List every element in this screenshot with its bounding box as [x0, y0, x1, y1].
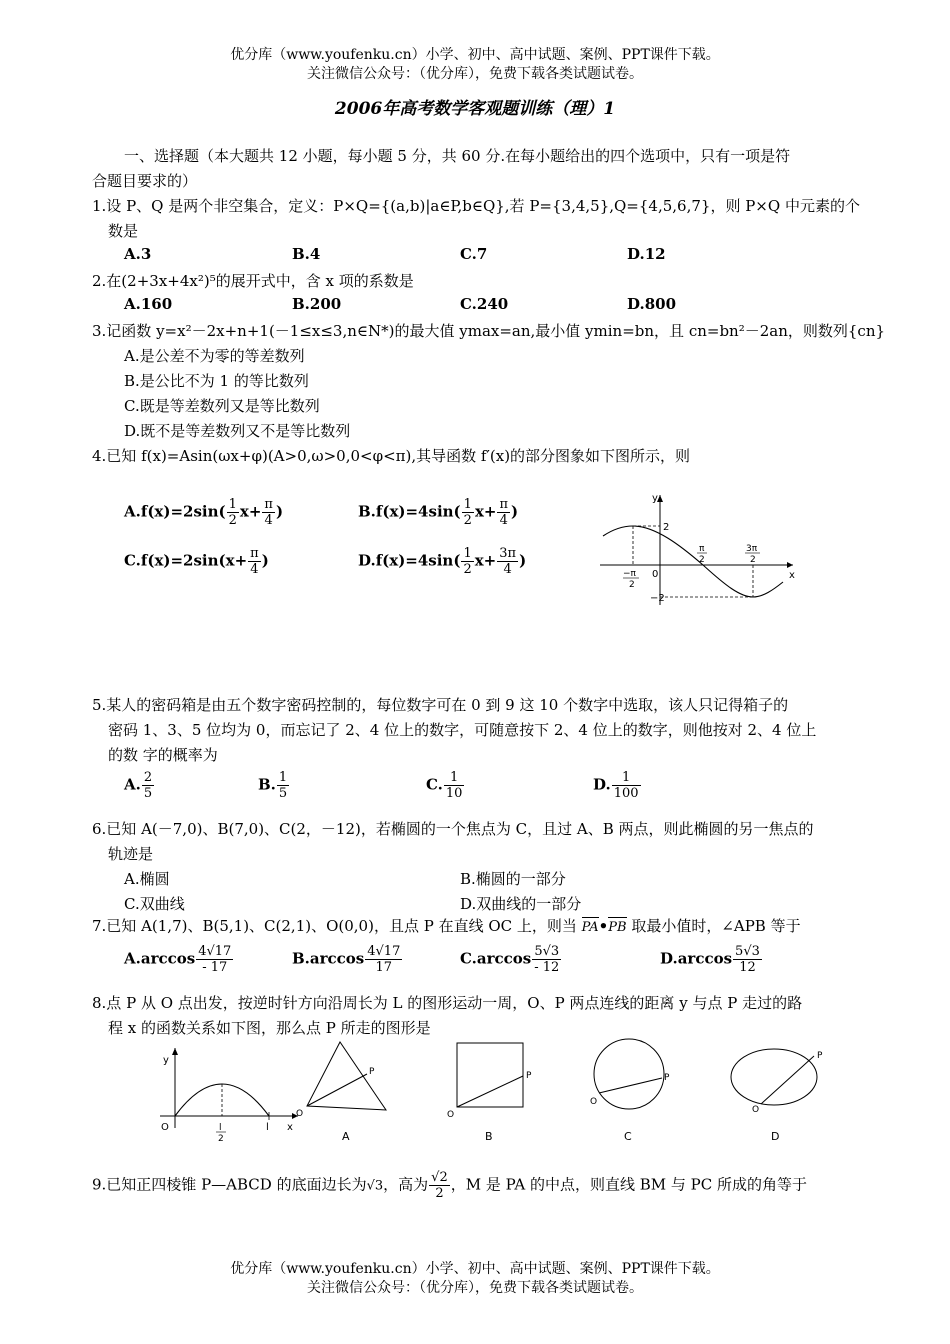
- q7-option-d: D.arccos $\frac{5√3}{12}$: [660, 944, 760, 975]
- q3-option-a: A.是公差不为零的等差数列: [124, 347, 305, 365]
- q4-option-a: A.f(x)=2sin( $\frac{1}{2}$ x+ $\frac{\pi}{4}$ ): [124, 497, 284, 528]
- q5-option-c: C. $\frac{1}{10}$: [426, 770, 463, 801]
- q6-text-cont: 轨迹是: [108, 845, 154, 863]
- tick-neg-pi-over-2-den: 2: [629, 580, 635, 590]
- q5-text-cont: 密码 1、3、5 位均为 0，而忘记了 2、4 位上的数字，可随意按下 2、4 位上的数字，则他按对 2、4 位上: [108, 721, 817, 739]
- q8-label-b: B: [485, 1130, 493, 1143]
- q8-d-o: O: [752, 1105, 760, 1115]
- q8-figure-a-triangle: [296, 1042, 386, 1143]
- q6-option-c: C.双曲线: [124, 895, 185, 913]
- header-line-1: 优分库（www.youfenku.cn）小学、初中、高中试题、案例、PPT课件下载。: [230, 47, 720, 63]
- q4-text: 4.已知 f(x)=Asin(ωx+φ)(A>0,ω>0,0<φ<π),其导函数 f′(x)的部分图象如下图所示，则: [92, 447, 691, 465]
- q8-a-o: O: [296, 1109, 304, 1119]
- q6-text: 6.已知 A(－7,0)、B(7,0)、C(2，－12)，若椭圆的一个焦点为 C，且过 A、B 两点，则此椭圆的另一焦点的: [92, 820, 814, 838]
- footer-line-1: 优分库（www.youfenku.cn）小学、初中、高中试题、案例、PPT课件下载。: [230, 1261, 720, 1277]
- footer-line-2: 关注微信公众号：（优分库），免费下载各类试题试卷。: [307, 1280, 643, 1296]
- q4-option-c: C.f(x)=2sin(x+ $\frac{\pi}{4}$ ): [124, 546, 269, 577]
- q7-text: 7.已知 A(1,7)、B(5,1)、C(2,1)、O(0,0)，且点 P 在直线 OC 上，则当 PA• PB 取最小值时，∠APB 等于: [92, 917, 801, 935]
- q6-option-d: D.双曲线的一部分: [460, 895, 582, 913]
- q2-option-a: A.160: [124, 295, 173, 313]
- q8-l-label: l: [266, 1122, 269, 1133]
- tick-pi-over-2-den: 2: [699, 555, 705, 565]
- q2-text: 2.在(2+3x+4x²)⁵的展开式中，含 x 项的系数是: [92, 272, 414, 290]
- q8-d-p: P: [817, 1051, 823, 1061]
- q4-option-b: B.f(x)=4sin( $\frac{1}{2}$ x+ $\frac{\pi}{4}$ ): [358, 497, 519, 528]
- tick-3pi-over-2-den: 2: [750, 555, 756, 565]
- q8-label-d: D: [771, 1130, 780, 1143]
- q7-option-c: C.arccos $\frac{5√3}{- 12}$: [460, 944, 560, 975]
- q8-text: 8.点 P 从 O 点出发，按逆时针方向沿周长为 L 的图形运动一周，O、P 两点连线的距离 y 与点 P 走过的路: [92, 994, 803, 1012]
- q3-option-b: B.是公比不为 1 的等比数列: [124, 372, 309, 390]
- page-title: 2006年高考数学客观题训练（理）1: [334, 99, 616, 119]
- q2-option-c: C.240: [460, 295, 509, 313]
- graph-y-label: y: [652, 493, 658, 504]
- q8-y-label: y: [163, 1055, 169, 1066]
- q5-text-cont-2: 的数 字的概率为: [108, 746, 218, 764]
- q8-c-p: P: [664, 1073, 670, 1083]
- q2-option-b: B.200: [292, 295, 342, 313]
- q8-figure-b-square: [447, 1043, 532, 1143]
- q8-label-a: A: [342, 1130, 350, 1143]
- q8-figure-c-circle: [590, 1039, 670, 1143]
- q9-text: 9.已知正四棱锥 P—ABCD 的底面边长为√3，高为 $\frac{√2}{2}$ ，M 是 PA 的中点，则直线 BM 与 PC 所成的角等于: [92, 1170, 807, 1201]
- q8-label-c: C: [624, 1130, 632, 1143]
- q7-option-b: B.arccos $\frac{4√17}{17}$: [292, 944, 401, 975]
- q7-option-a: A.arccos $\frac{4√17}{- 17}$: [124, 944, 232, 975]
- q8-half-num: l: [219, 1123, 222, 1133]
- vector-pa: PA: [582, 917, 599, 935]
- q1-text-cont: 数是: [108, 222, 139, 240]
- q8-b-p: P: [526, 1071, 532, 1081]
- x-axis-arrow: [787, 562, 793, 568]
- q8-figures: [150, 1038, 823, 1150]
- q6-option-b: B.椭圆的一部分: [460, 870, 566, 888]
- graph-max-value: 2: [663, 522, 670, 533]
- q1-option-a: A.3: [124, 245, 152, 263]
- q8-text-cont: 程 x 的函数关系如下图，那么点 P 所走的图形是: [108, 1019, 431, 1037]
- graph-x-label: x: [789, 570, 795, 581]
- q8-b-o: O: [447, 1110, 455, 1120]
- q1-option-c: C.7: [460, 245, 488, 263]
- q9-side-length: √3: [366, 1178, 384, 1194]
- intro-line-2: 合题目要求的）: [92, 172, 198, 190]
- q8-c-o: O: [590, 1097, 598, 1107]
- graph-min-value: −2: [650, 593, 665, 604]
- q6-option-a: A.椭圆: [124, 870, 170, 888]
- q8-x-label: x: [287, 1122, 293, 1133]
- q8-half-den: 2: [218, 1134, 224, 1144]
- graph-origin: 0: [652, 569, 659, 580]
- q5-option-d: D. $\frac{1}{100}$: [593, 770, 639, 801]
- q3-option-d: D.既不是等差数列又不是等比数列: [124, 422, 351, 440]
- q3-option-c: C.既是等差数列又是等比数列: [124, 397, 320, 415]
- q8-figure-d-ellipse: [731, 1049, 823, 1143]
- header-line-2: 关注微信公众号：（优分库），免费下载各类试题试卷。: [307, 66, 643, 82]
- tick-pi-over-2-num: π: [699, 544, 705, 554]
- q8-function-graph: [160, 1048, 298, 1144]
- q4-option-d: D.f(x)=4sin( $\frac{1}{2}$ x+ $\frac{3\pi}{4}$ ): [358, 546, 527, 577]
- tick-neg-pi-over-2-num: −π: [623, 569, 636, 579]
- q8-origin-label: O: [161, 1122, 169, 1133]
- q4-derivative-graph: [595, 490, 800, 610]
- q5-option-a: A. $\frac{2}{5}$: [124, 770, 153, 801]
- q3-text: 3.记函数 y=x²－2x+n+1(－1≤x≤3,n∈N*)的最大值 ymax=an,最小值 ymin=bn，且 cn=bn²－2an，则数列{cn}: [92, 322, 886, 340]
- q2-option-d: D.800: [627, 295, 677, 313]
- q5-text: 5.某人的密码箱是由五个数字密码控制的，每位数字可在 0 到 9 这 10 个数字中选取，该人只记得箱子的: [92, 696, 789, 714]
- q5-option-b: B. $\frac{1}{5}$: [258, 770, 288, 801]
- q8-a-p: P: [369, 1067, 375, 1077]
- q1-text: 1.设 P、Q 是两个非空集合，定义：P×Q={(a,b)|a∈P,b∈Q},若 P={3,4,5},Q={4,5,6,7}，则 P×Q 中元素的个: [92, 197, 860, 215]
- q1-option-b: B.4: [292, 245, 321, 263]
- tick-3pi-over-2-num: 3π: [746, 544, 758, 554]
- intro-line-1: 一、选择题（本大题共 12 小题，每小题 5 分，共 60 分.在每小题给出的四个选项中，只有一项是符: [124, 147, 791, 165]
- q1-option-d: D.12: [627, 245, 666, 263]
- vector-pb: PB: [608, 917, 626, 935]
